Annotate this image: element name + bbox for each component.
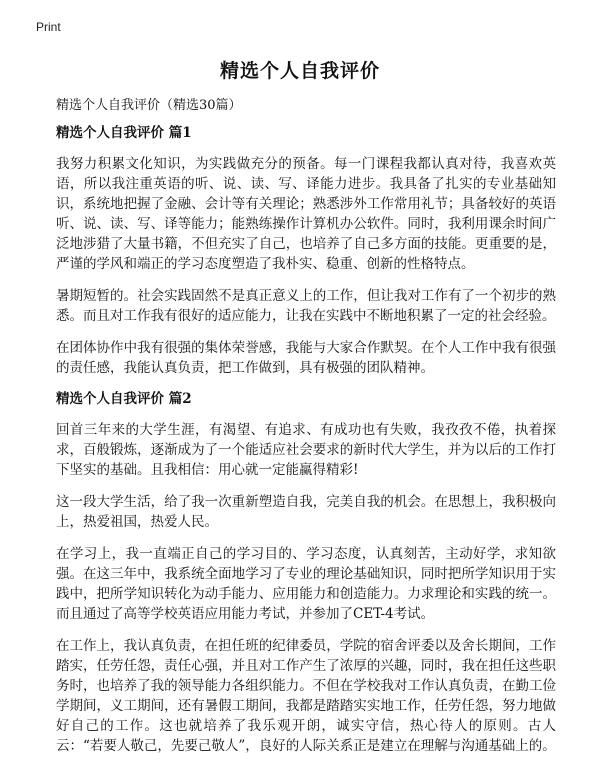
print-label[interactable]: Print [36,20,61,34]
paragraph: 在工作上，我认真负责，在担任班的纪律委员，学院的宿舍评委以及舍长期间，工作踏实，任劳任怨，责任心强，并且对工作产生了浓厚的兴趣，同时，我在担任这些职务时，也培养了我的领导能力各组织能力。不但在学校我对工作认真负责，在勤工俭学期间，义工期间，还有暑假工期间，我都是踏踏实实地工作，任劳任怨，努力地做好自己的工作。这也就培养了我乐观开朗，诚实守信，热心待人的原则。古人云：“若要人敬己，先要己敬人”，良好的人际关系正是建立在理解与沟通基础上的。 [56,638,556,754]
document-body [56,124,556,768]
page-title: 精选个人自我评价 [219,60,380,82]
section-heading-2: 精选个人自我评价 篇2 [56,391,192,407]
paragraph: 在学习上，我一直端正自己的学习目的、学习态度，认真刻苦，主动好学，求知欲强。在这三年中，我系统全面地学习了专业的理论基础知识，同时把所学知识用于实践中，把所学知识转化为动手能力、应用能力和创造能力。力求理论和实践的统一。而且通过了高等学校英语应用能力考试，并参加了CET-4考试。 [56,546,556,622]
paragraph: 我努力积累文化知识，为实践做充分的预备。每一门课程我都认真对待，我喜欢英语，所以我注重英语的听、说、读、写、译能力进步。我具备了扎实的专业基础知识，系统地把握了金融、会计等有关理论；熟悉涉外工作常用礼节；具备较好的英语听、说、读、写、译等能力；能熟练操作计算机办公软件。同时，我利用课余时间广泛地涉猎了大量书籍，不但充实了自己，也培养了自己多方面的技能。更重要的是，严谨的学风和端正的学习态度塑造了我朴实、稳重、创新的性格特点。 [56,156,556,272]
section-heading-1: 精选个人自我评价 篇1 [56,125,192,141]
paragraph: 在团体协作中我有很强的集体荣誉感，我能与大家合作默契。在个人工作中我有很强的责任感，我能认真负责，把工作做到，具有极强的团队精神。 [56,340,556,376]
paragraph: 这一段大学生活，给了我一次重新塑造自我，完美自我的机会。在思想上，我积极向上，热爱祖国，热爱人民。 [56,494,556,530]
paragraph: 回首三年来的大学生涯，有渴望、有追求、有成功也有失败，我孜孜不倦，执着探求，百般锻炼，逐渐成为了一个能适应社会要求的新时代大学生，并为以后的工作打下坚实的基础。且我相信：用心就一定能赢得精彩! [56,422,556,478]
paragraph: 暑期短暂的。社会实践固然不是真正意义上的工作，但让我对工作有了一个初步的熟悉。而且对工作我有很好的适应能力，让我在实践中不断地积累了一定的社会经验。 [56,288,556,324]
document-subtitle: 精选个人自我评价（精选30篇） [56,98,242,113]
